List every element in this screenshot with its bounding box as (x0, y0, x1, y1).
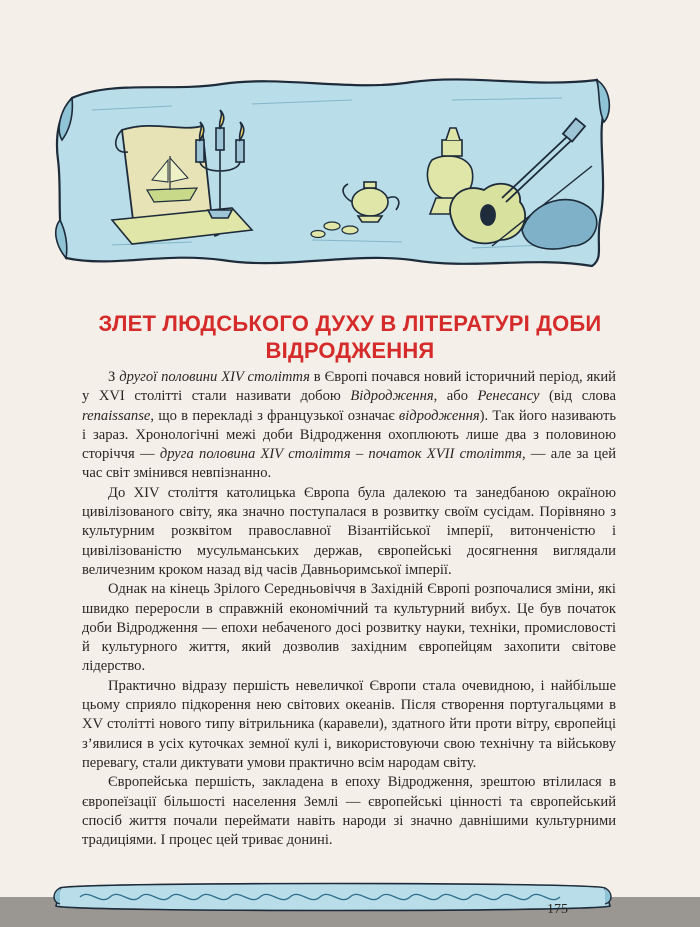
chapter-heading-line-1: ЗЛЕТ ЛЮДСЬКОГО ДУХУ В ЛІТЕРАТУРІ ДОБИ (98, 311, 602, 336)
p1-emphasis-6: друга половина XIV століття – початок XVII століття (159, 446, 523, 463)
page-number: 175 (547, 902, 568, 917)
p1-text-5: , що в перекладі з французької означає (150, 407, 399, 424)
p1-text-7: , — але за цей час світ змінився невпізнанно. (82, 446, 617, 482)
chapter-heading-line-2: ВІДРОДЖЕННЯ (265, 338, 435, 363)
footer-ornament (50, 880, 615, 914)
paragraph-3: Однак на кінець Зрілого Середньовіччя в Західній Європі розпочалися зміни, які швидко переросли в справжній економічний та культурний вибух. Це був початок доби Відродження — епохи небаченого досі розвитку науки, техніки, промисловості й культурного життя, який дозволив західним європейцям захопити світове лідерство. (82, 581, 616, 675)
p1-text-2: в Європі почався новий історичний період, який у XVI столітті стали називати добою (82, 369, 616, 405)
p1-text-3: , або (433, 388, 478, 405)
p1-emphasis-5: відродження (398, 407, 480, 424)
p1-text-1: З (108, 369, 120, 385)
paragraph-2: До XIV століття католицька Європа була далекою та занедбаною окраїною цивілізованого світу, яка значно поступалася в розвитку своїм сусідам. Порівняно з культурним розквітом православної Візантійської імперії, витонченістю і цивілізованістю мусульманських держав, європейські досягнення виглядали величезним кроком назад від часів Давньоримської імперії. (82, 484, 616, 578)
article-body (82, 368, 616, 850)
header-illustration (52, 70, 614, 275)
p1-text-4: (від слова (539, 388, 616, 405)
paragraph-1 (82, 368, 616, 484)
p1-emphasis-3: Ренесансу (477, 388, 540, 405)
p1-emphasis-4: renaissanse (82, 407, 151, 424)
p1-emphasis-1: другої половини XIV століття (119, 369, 310, 385)
p1-text-6: ). Так його називають і зараз. Хронологічні межі доби Відродження охоплюють лише два з половиною сторіччя — (82, 407, 616, 463)
paragraph-5: Європейська першість, закладена в епоху Відродження, зрештою втілилася в європеїзації більшості населення Землі — європейські цінності та європейський спосіб життя почали переймати навіть народи зі значно давнішими культурними традиціями. І процес цей триває донині. (82, 774, 616, 849)
chapter-heading (40, 310, 660, 364)
p1-emphasis-2: Відродження (350, 388, 434, 405)
paragraph-4: Практично відразу першість невеличкої Європи стала очевидною, і найбільше цьому сприяло підкорення нею світових океанів. Після створення португальцями в XV столітті нового типу вітрильника (каравели), здатного йти проти вітру, європейці з’явилися в усіх куточках земної кулі і, використовуючи свою технічну та військову перевагу, стали диктувати умови практично всім народам світу. (82, 677, 616, 771)
